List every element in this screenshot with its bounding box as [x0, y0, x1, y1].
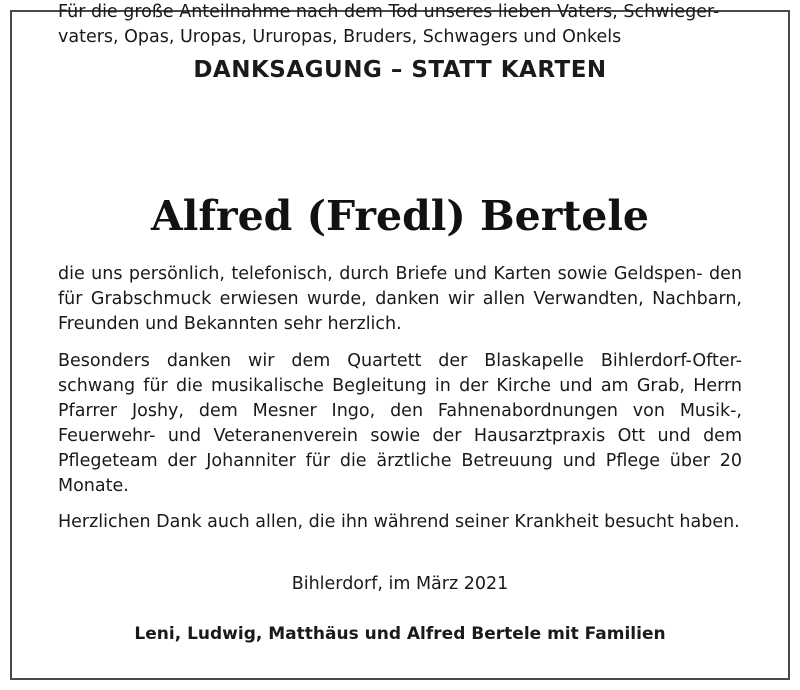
place-and-date: Bihlerdorf, im März 2021: [291, 574, 509, 594]
deceased-name: Alfred (Fredl) Bertele: [150, 192, 650, 240]
thanks-paragraph-3: Herzlichen Dank auch allen, die ihn während seiner Krankheit besucht haben.: [58, 512, 740, 532]
notice-heading: DANKSAGUNG – STATT KARTEN: [193, 57, 607, 83]
family-signature: Leni, Ludwig, Matthäus und Alfred Bertele mit Familien: [134, 624, 666, 644]
thanks-paragraph-2: Besonders danken wir dem Quartett der Blaskapelle Bihlerdorf-Ofter- schwang für die musikalische Begleitung in der Kirche und am Grab, Herrn Pfarrer Joshy, dem Mesner Ingo, den Fahnenabordnungen von Musik-, Feuerwehr- und Veteranenverein sowie der Hausarztpraxis Ott und dem Pflegeteam der Johanniter für die ärztliche Betreuung und Pflege über 20 Monate.: [58, 351, 742, 496]
intro-paragraph: Für die große Anteilnahme nach dem Tod unseres lieben Vaters, Schwieger- vaters, Opas, Uropas, Ururopas, Bruders, Schwagers und Onkels: [58, 2, 720, 47]
thanks-paragraph-1: die uns persönlich, telefonisch, durch Briefe und Karten sowie Geldspen- den für Grabschmuck erwiesen wurde, danken wir allen Verwandten, Nachbarn, Freunden und Bekannten sehr herzlich.: [58, 264, 742, 334]
